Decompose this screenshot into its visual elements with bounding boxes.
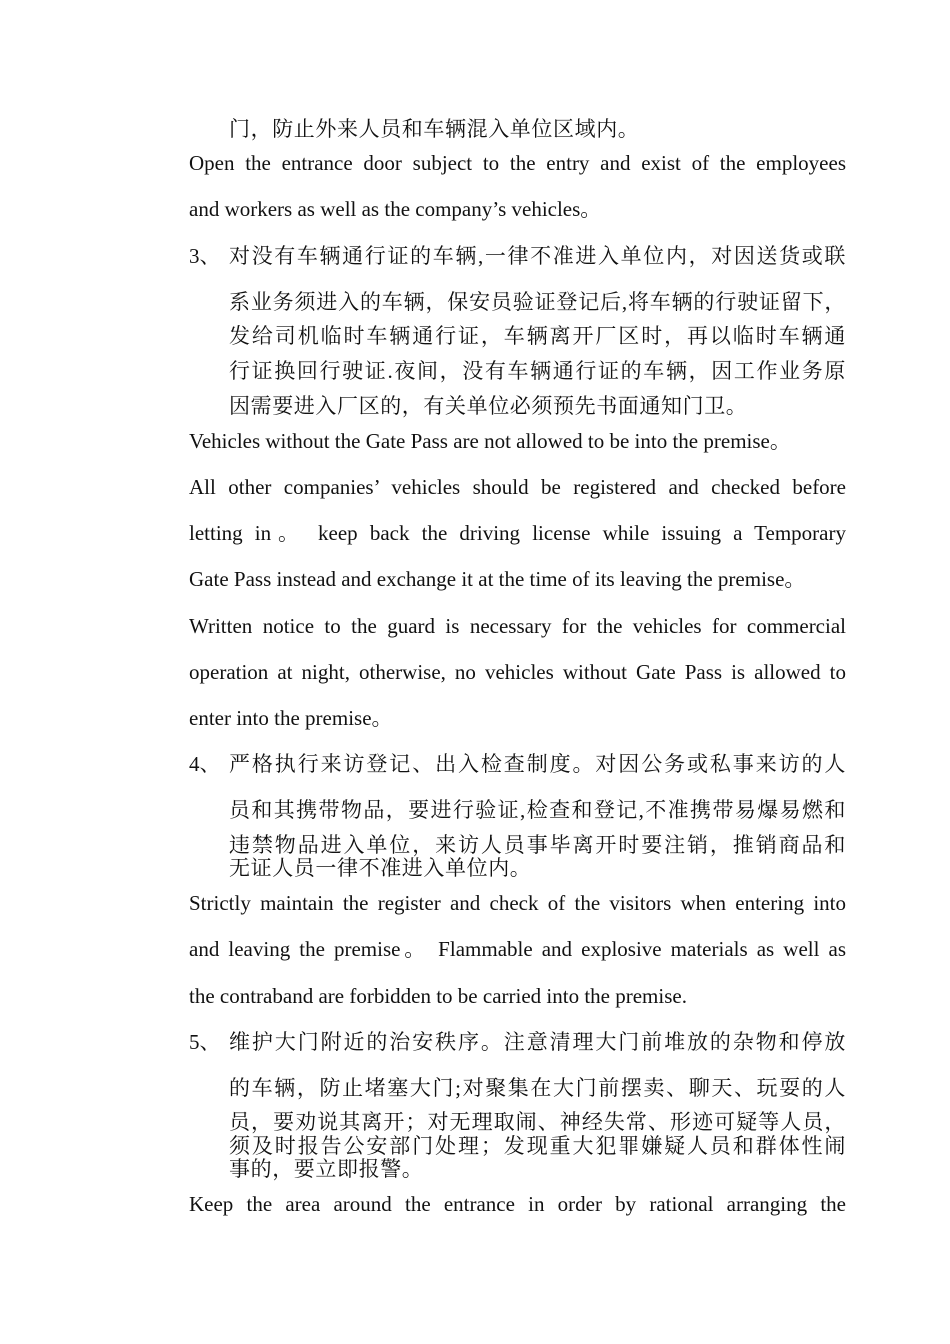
text-line: Gate Pass instead and exchange it at the time of its leaving the premise。	[189, 567, 806, 591]
text-line: 对没有车辆通行证的车辆,一律不准进入单位内，对因送货或联	[229, 244, 846, 268]
text-line: 维护大门附近的治安秩序。注意清理大门前堆放的杂物和停放	[229, 1030, 846, 1054]
text-line: and workers as well as the company’s vehicles。	[189, 197, 602, 221]
text-line: Written notice to the guard is necessary for the vehicles for commercial	[189, 614, 846, 638]
text-line: letting in。 keep back the driving license while issuing a Temporary	[189, 521, 846, 545]
text-line: operation at night, otherwise, no vehicles without Gate Pass is allowed to	[189, 660, 846, 684]
text-line: Vehicles without the Gate Pass are not allowed to be into the premise。	[189, 429, 791, 453]
text-line: 门，防止外来人员和车辆混入单位区域内。	[229, 117, 640, 141]
text-line: All other companies’ vehicles should be registered and checked before	[189, 475, 846, 499]
text-line: 违禁物品进入单位，来访人员事毕离开时要注销，推销商品和	[229, 833, 846, 857]
text-line: and leaving the premise。 Flammable and explosive materials as well as	[189, 937, 846, 961]
text-line: 员，要劝说其离开；对无理取闹、神经失常、形迹可疑等人员，	[229, 1110, 846, 1134]
list-number: 3、	[189, 244, 221, 268]
text-line: Open the entrance door subject to the entry and exist of the employees	[189, 151, 846, 175]
text-line: 因需要进入厂区的，有关单位必须预先书面通知门卫。	[229, 394, 748, 418]
text-line: 须及时报告公安部门处理；发现重大犯罪嫌疑人员和群体性闹	[229, 1134, 846, 1158]
text-line: 无证人员一律不准进入单位内。	[229, 856, 532, 880]
text-line: 的车辆，防止堵塞大门;对聚集在大门前摆卖、聊天、玩耍的人	[229, 1076, 846, 1100]
text-line: enter into the premise。	[189, 706, 393, 730]
text-line: Strictly maintain the register and check of the visitors when entering into	[189, 891, 846, 915]
list-number: 5、	[189, 1030, 221, 1054]
text-line: 系业务须进入的车辆，保安员验证登记后,将车辆的行驶证留下，	[229, 290, 846, 314]
text-line: 发给司机临时车辆通行证，车辆离开厂区时，再以临时车辆通	[229, 324, 846, 348]
list-number: 4、	[189, 752, 221, 776]
text-line: Keep the area around the entrance in order by rational arranging the	[189, 1192, 846, 1216]
text-line: the contraband are forbidden to be carried into the premise.	[189, 984, 687, 1008]
text-line: 事的，要立即报警。	[229, 1157, 424, 1181]
text-line: 员和其携带物品，要进行验证,检查和登记,不准携带易爆易燃和	[229, 798, 846, 822]
text-line: 行证换回行驶证.夜间，没有车辆通行证的车辆，因工作业务原	[229, 359, 846, 383]
text-line: 严格执行来访登记、出入检查制度。对因公务或私事来访的人	[229, 752, 846, 776]
